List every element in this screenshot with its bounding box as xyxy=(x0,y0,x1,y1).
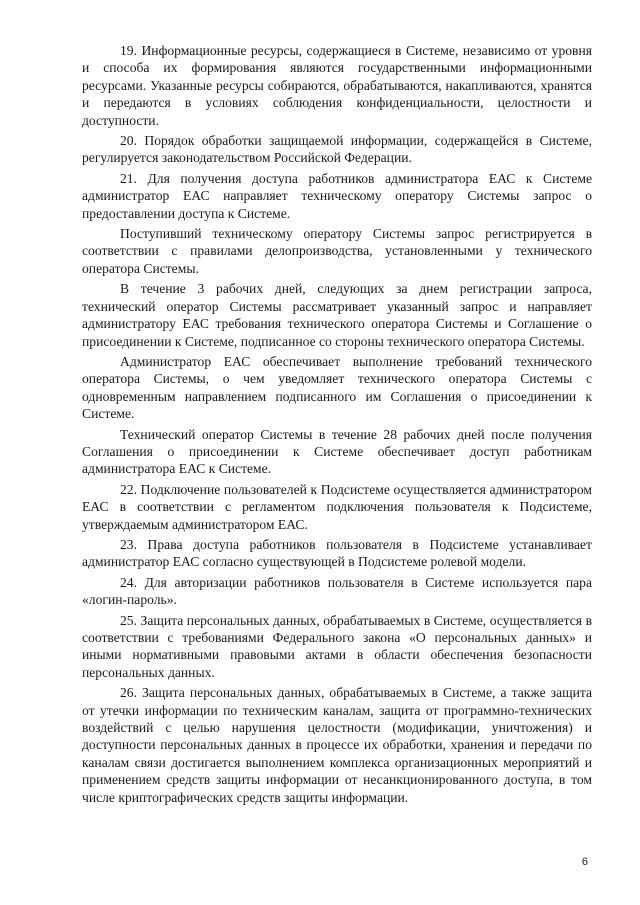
paragraph: В течение 3 рабочих дней, следующих за днем регистрации запроса, технический оператор Системы рассматривает указанный запрос и направляет администратору ЕАС требования технического оператора Системы и Соглашение о присоединении к Системе, подписанное со стороны технического оператора Системы. xyxy=(82,281,592,349)
paragraph: 24. Для авторизации работников пользователя в Системе используется пара «логин-пароль». xyxy=(82,574,592,608)
paragraph: Администратор ЕАС обеспечивает выполнение требований технического оператора Системы, о чем уведомляет технического оператора Системы с одновременным направлением подписанного им Соглашения о присоединении к Системе. xyxy=(82,353,592,422)
paragraph: 25. Защита персональных данных, обрабатываемых в Системе, осуществляется в соответствии с требованиями Федерального закона «О персональных данных» и иными нормативными правовыми актами в области обеспечения безопасности персональных данных. xyxy=(82,612,592,680)
paragraph: 23. Права доступа работников пользователя в Подсистеме устанавливает администратор ЕАС согласно существующей в Подсистеме ролевой модели. xyxy=(82,536,592,570)
paragraph: 21. Для получения доступа работников администратора ЕАС к Системе администратор ЕАС направляет техническому оператору Системы запрос о предоставлении доступа к Системе. xyxy=(82,170,592,221)
page-number: 6 xyxy=(581,856,588,868)
document-body xyxy=(82,42,592,809)
paragraph: 19. Информационные ресурсы, содержащиеся в Системе, независимо от уровня и способа их формирования являются государственными информационными ресурсами. Указанные ресурсы собираются, обрабатываются, накапливаются, хранятся и передаются в условиях соблюдения конфиденциальности, целостности и доступности. xyxy=(82,43,592,128)
paragraph: Поступивший техническому оператору Системы запрос регистрируется в соответствии с правилами делопроизводства, установленными у технического оператора Системы. xyxy=(82,226,592,276)
paragraph: Технический оператор Системы в течение 28 рабочих дней после получения Соглашения о присоединении к Системе обеспечивает доступ работникам администратора ЕАС к Системе. xyxy=(82,426,592,477)
paragraph: 20. Порядок обработки защищаемой информации, содержащейся в Системе, регулируется законодательством Российской Федерации. xyxy=(82,133,592,166)
paragraph: 22. Подключение пользователей к Подсистеме осуществляется администратором ЕАС в соответствии с регламентом подключения пользователя к Подсистеме, утверждаемым администратором ЕАС. xyxy=(82,481,592,532)
paragraph: 26. Защита персональных данных, обрабатываемых в Системе, а также защита от утечки информации по техническим каналам, защита от программно-технических воздействий с целью нарушения целостности (модификации, уничтожения) и доступности персональных данных в процессе их обработки, хранения и передачи по каналам связи достигается выполнением комплекса организационных мероприятий и применением средств защиты информации от несанкционированного доступа, в том числе криптографических средств защиты информации. xyxy=(82,685,592,805)
